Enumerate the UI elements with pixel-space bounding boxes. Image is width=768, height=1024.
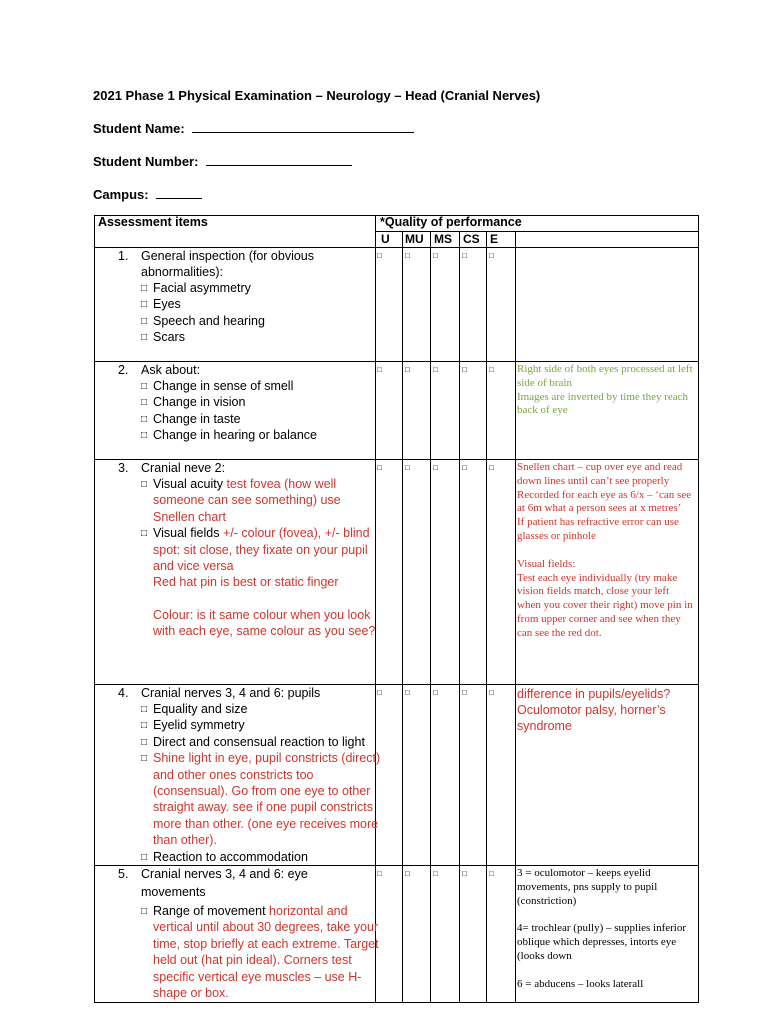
campus-row <box>93 186 202 202</box>
item-detail: Shine light in eye, pupil constricts (direct) and other ones constricts too (consensual). Go from one eye to other straight away. see if one pupil constricts more than other. (one eye receives more than other). <box>153 751 381 848</box>
item-label: Change in hearing or balance <box>153 428 318 443</box>
row-title <box>118 362 200 378</box>
row-title-text: Cranial neve 2: <box>141 461 226 475</box>
row-title-cont: movements <box>141 885 206 899</box>
item-label: Speech and hearing <box>153 313 265 328</box>
note-line: 6 = abducens – looks laterall <box>517 977 644 990</box>
list-item <box>141 903 381 1001</box>
list-item <box>141 476 381 525</box>
note-line: difference in pupils/eyelids? Oculomotor palsy, horner’s syndrome <box>517 687 671 733</box>
list-item <box>141 394 381 410</box>
grade-checkbox-mu[interactable]: □ <box>405 365 410 374</box>
grade-checkbox-u[interactable]: □ <box>377 365 382 374</box>
checkbox-icon: □ <box>141 397 148 409</box>
item-label: Equality and size <box>153 702 248 716</box>
student-number-field[interactable] <box>206 153 352 166</box>
row-items <box>141 476 381 640</box>
item-label: Direct and consensual reaction to light <box>153 734 365 749</box>
checkbox-icon: □ <box>141 906 148 917</box>
item-label: Facial asymmetry <box>153 281 251 295</box>
row-title <box>118 248 314 264</box>
grade-checkbox-e[interactable]: □ <box>489 365 494 374</box>
grade-checkbox-ms[interactable]: □ <box>433 463 438 472</box>
note-line: Recorded for each eye as 6/x – ‘can see at 6m what a person sees at x metres’ <box>517 488 692 515</box>
grade-header-mu: MU <box>405 232 424 246</box>
row-title-text: Cranial nerves 3, 4 and 6: eye <box>141 867 308 881</box>
campus-label: Campus: <box>93 187 149 202</box>
row-3-note <box>517 461 695 641</box>
table-border-bottom <box>94 1002 699 1003</box>
list-item <box>141 296 381 312</box>
note-line: 4= trochlear (pully) – supplies inferior oblique which depresses, intorts eye (looks down <box>517 922 687 962</box>
checkbox-icon: □ <box>141 381 148 392</box>
item-label: Scars <box>153 330 185 345</box>
column-divider <box>486 231 487 1003</box>
item-detail: horizontal and vertical until about 30 degrees, take your time, stop briefly at each extreme. Target held out (hat pin ideal). Corners test specific vertical eye muscles – use H-shape or box. <box>153 904 379 1001</box>
list-item-extra <box>141 607 381 640</box>
checkbox-icon: □ <box>141 704 148 715</box>
column-divider <box>430 231 431 1003</box>
grade-checkbox-u[interactable]: □ <box>377 688 382 697</box>
row-title <box>118 685 320 701</box>
note-line: Test each eye individually (try make vision fields match, close your left when you cover their right) move pin in from upper corner and see when they can see the red dot. <box>517 571 693 639</box>
grade-checkbox-ms[interactable]: □ <box>433 251 438 260</box>
item-label: Range of movement <box>153 904 266 918</box>
student-number-row <box>93 153 352 169</box>
grade-checkbox-ms[interactable]: □ <box>433 869 438 878</box>
campus-field[interactable] <box>156 186 202 199</box>
checkbox-icon: □ <box>141 283 148 294</box>
list-item <box>141 525 381 574</box>
grade-header-e: E <box>490 232 499 246</box>
grade-header-cs: CS <box>463 232 480 246</box>
row-title-cont: abnormalities): <box>141 265 223 279</box>
assessment-table <box>94 215 699 1003</box>
row-number: 3. <box>118 461 129 475</box>
row-2-note <box>517 363 695 418</box>
note-line: Snellen chart – cup over eye and read down lines until can’t see properly <box>517 461 683 487</box>
checkbox-icon: □ <box>141 299 148 311</box>
note-line: Right side of both eyes processed at left side of brain <box>517 363 693 389</box>
checkbox-icon: □ <box>141 720 148 732</box>
list-item <box>141 734 381 750</box>
grade-checkbox-cs[interactable]: □ <box>462 869 467 878</box>
quality-header: *Quality of performance <box>380 215 522 229</box>
row-title-text: Cranial nerves 3, 4 and 6: pupils <box>141 686 321 700</box>
item-label: Reaction to accommodation <box>153 849 308 864</box>
checkbox-icon: □ <box>141 430 148 442</box>
assessment-row-3 <box>94 460 376 684</box>
item-label: Eyes <box>153 297 181 312</box>
list-item <box>141 750 381 848</box>
grade-checkbox-mu[interactable]: □ <box>405 869 410 878</box>
grade-checkbox-e[interactable]: □ <box>489 251 494 260</box>
item-label: Visual acuity <box>153 477 223 491</box>
grade-checkbox-ms[interactable]: □ <box>433 365 438 374</box>
grade-checkbox-mu[interactable]: □ <box>405 688 410 697</box>
list-item <box>141 411 381 427</box>
row-4-note <box>517 686 695 734</box>
grade-checkbox-e[interactable]: □ <box>489 688 494 697</box>
student-name-row <box>93 120 414 136</box>
student-name-field[interactable] <box>192 120 414 133</box>
item-detail: Red hat pin is best or static finger <box>153 575 339 590</box>
checkbox-icon: □ <box>141 413 148 425</box>
grade-checkbox-cs[interactable]: □ <box>462 688 467 697</box>
item-label: Change in sense of smell <box>153 379 294 393</box>
item-label: Eyelid symmetry <box>153 718 245 733</box>
item-label: Visual fields <box>153 526 220 541</box>
row-title <box>118 460 225 476</box>
item-detail: +/- colour (fovea), +/- blind spot: sit close, they fixate on your pupil and vice versa <box>153 526 370 574</box>
grade-checkbox-mu[interactable]: □ <box>405 463 410 472</box>
row-items <box>141 280 381 346</box>
row-number: 1. <box>118 249 129 263</box>
row-title <box>118 866 308 882</box>
list-item <box>141 378 381 394</box>
item-label: Change in taste <box>153 411 241 426</box>
checkbox-icon: □ <box>141 479 148 490</box>
grade-checkbox-cs[interactable]: □ <box>462 365 467 374</box>
column-divider <box>515 231 516 1003</box>
item-detail: Colour: is it same colour when you look with each eye, same colour as you see? <box>153 607 376 639</box>
grade-checkbox-u[interactable]: □ <box>377 463 382 472</box>
list-item <box>141 329 381 345</box>
row-number: 2. <box>118 363 129 377</box>
checkbox-icon: □ <box>141 753 148 765</box>
assessment-row-5 <box>94 866 379 1002</box>
note-line: Images are inverted by time they reach back of eye <box>517 390 689 417</box>
grade-checkbox-u[interactable]: □ <box>377 869 382 878</box>
row-number: 5. <box>118 867 129 881</box>
column-divider <box>402 231 403 1003</box>
assessment-row-1 <box>94 248 376 360</box>
page-title: 2021 Phase 1 Physical Examination – Neurology – Head (Cranial Nerves) <box>93 88 541 103</box>
grade-header-u: U <box>381 232 390 246</box>
checkbox-icon: □ <box>141 736 148 748</box>
checkbox-icon: □ <box>141 315 148 327</box>
grade-checkbox-mu[interactable]: □ <box>405 251 410 260</box>
assessment-items-header: Assessment items <box>98 215 208 229</box>
checkbox-icon: □ <box>141 332 148 344</box>
list-item <box>141 427 381 443</box>
item-detail: test fovea (how well someone can see something) use Snellen chart <box>153 477 341 524</box>
grade-checkbox-u[interactable]: □ <box>377 251 382 260</box>
note-line: 3 = oculomotor – keeps eyelid movements, pns supply to pupil (constriction) <box>517 867 658 907</box>
note-line: If patient has refractive error can use glasses or pinhole <box>517 516 679 542</box>
checkbox-icon: □ <box>141 528 148 540</box>
list-item <box>141 313 381 329</box>
grade-checkbox-cs[interactable]: □ <box>462 251 467 260</box>
list-item <box>141 717 381 733</box>
row-title-text: Ask about: <box>141 363 201 377</box>
list-item <box>141 849 381 865</box>
list-item <box>141 280 381 296</box>
row-items <box>141 903 381 1001</box>
grade-checkbox-e[interactable]: □ <box>489 869 494 878</box>
note-line: Visual fields: <box>517 557 576 570</box>
student-name-label: Student Name: <box>93 121 185 136</box>
grade-checkbox-cs[interactable]: □ <box>462 463 467 472</box>
list-item <box>141 701 381 717</box>
item-label: Change in vision <box>153 395 246 410</box>
row-5-note <box>517 867 695 992</box>
student-number-label: Student Number: <box>93 154 199 169</box>
column-divider <box>459 231 460 1003</box>
row-number: 4. <box>118 686 129 700</box>
grade-checkbox-e[interactable]: □ <box>489 463 494 472</box>
row-items <box>141 378 381 444</box>
row-items <box>141 701 381 865</box>
grade-checkbox-ms[interactable]: □ <box>433 688 438 697</box>
assessment-row-4 <box>94 685 381 865</box>
row-title-text: General inspection (for obvious <box>141 249 315 263</box>
grade-header-ms: MS <box>434 232 452 246</box>
list-item-extra <box>141 574 381 590</box>
assessment-row-2 <box>94 362 376 459</box>
checkbox-icon: □ <box>141 851 148 863</box>
table-border-right <box>698 215 699 1003</box>
